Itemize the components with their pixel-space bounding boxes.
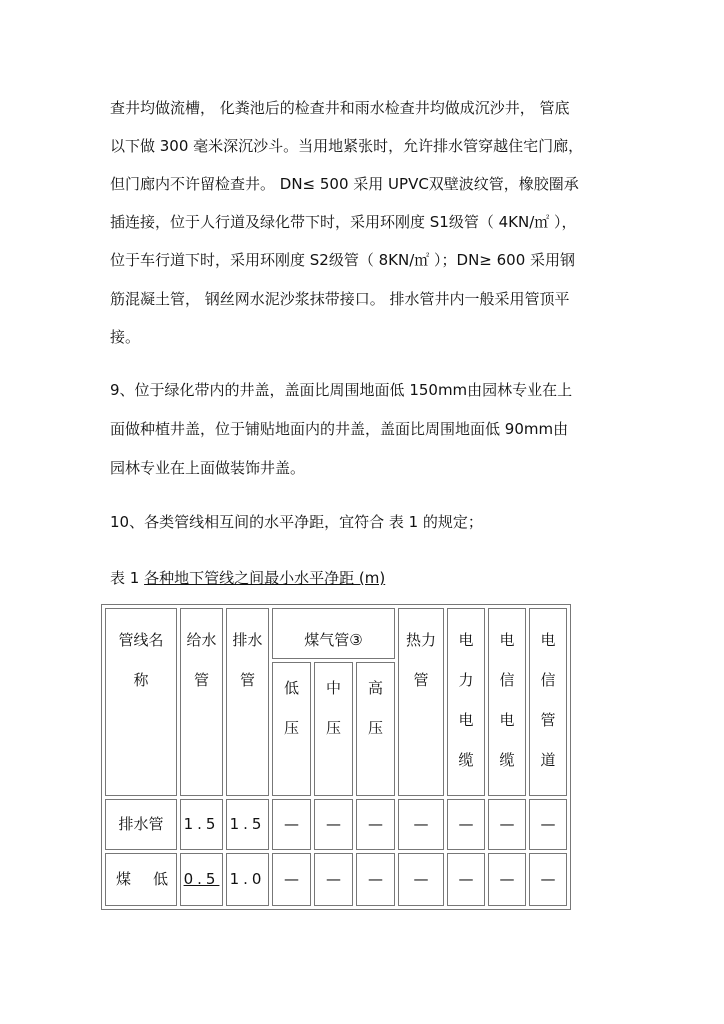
header-text: 热力: [405, 631, 436, 649]
header-pipe-name: [105, 608, 177, 796]
table-row: [105, 799, 567, 850]
header-drain: [226, 608, 269, 796]
cell-telecom-cable: —: [488, 799, 526, 850]
header-text: 管: [239, 671, 255, 689]
item-9-line: 9、位于绿化带内的井盖，盖面比周围地面低 150mm由园林专业在上: [110, 381, 573, 399]
paragraph-line: 位于车行道下时，采用环刚度 S2级管（ 8KN/㎡ ）；DN≥ 600 采用钢: [110, 251, 576, 269]
header-text: 电: [458, 711, 474, 729]
cell-telecom-cable: —: [488, 853, 526, 906]
cell-power: —: [447, 799, 485, 850]
header-text: 管: [540, 711, 556, 729]
header-text: 压: [283, 719, 299, 737]
paragraph-line: 但门廊内不许留检查井。 DN≤ 500 采用 UPVC双壁波纹管，橡胶圈承: [110, 175, 579, 193]
cell-gas-mid: —: [314, 853, 353, 906]
cell-gas-mid: —: [314, 799, 353, 850]
cell-telecom-duct: —: [529, 799, 567, 850]
header-water-supply: [180, 608, 223, 796]
header-text: 缆: [499, 751, 515, 769]
header-text: 称: [133, 671, 149, 689]
header-text: 压: [367, 719, 383, 737]
header-text: 电: [499, 631, 515, 649]
header-text: 管: [413, 671, 429, 689]
header-gas-mid: [314, 662, 353, 796]
header-text: 信: [499, 671, 515, 689]
header-heat: [398, 608, 444, 796]
header-telecom-cable: [488, 608, 526, 796]
item-9-line: 园林专业在上面做装饰井盖。: [110, 459, 306, 477]
cell-power: —: [447, 853, 485, 906]
cell-heat: —: [398, 853, 444, 906]
table-caption: [110, 569, 630, 588]
cell-telecom-duct: —: [529, 853, 567, 906]
header-text: 力: [458, 671, 474, 689]
row-name-part: 煤: [116, 870, 132, 888]
header-power-cable: [447, 608, 485, 796]
header-text: 压: [325, 719, 341, 737]
header-text: 排水: [232, 631, 263, 649]
cell-gas-low: —: [272, 799, 311, 850]
paragraph-line: 查井均做流槽， 化粪池后的检查井和雨水检查井均做成沉沙井， 管底: [110, 99, 570, 117]
row-name-part: 低: [152, 870, 168, 888]
paragraph-line: 以下做 300 毫米深沉沙斗。当用地紧张时，允许排水管穿越住宅门廊，: [110, 137, 584, 155]
cell-gas-high: —: [356, 853, 395, 906]
header-text: 道: [540, 751, 556, 769]
header-text: 煤气管③: [304, 631, 363, 649]
header-text: 电: [499, 711, 515, 729]
row-name: 排水管: [105, 799, 177, 850]
pipe-distance-table: [101, 604, 571, 910]
header-text: 管线名: [118, 631, 164, 649]
table-header-row: [105, 608, 567, 659]
caption-title: 各种地下管线之间最小水平净距 (m): [144, 569, 386, 587]
cell-drain: 1.5: [226, 799, 269, 850]
header-text: 电: [540, 631, 556, 649]
cell-water-supply: 0.5: [180, 853, 223, 906]
header-gas-high: [356, 662, 395, 796]
table-row: [105, 853, 567, 906]
cell-drain: 1.0: [226, 853, 269, 906]
header-text: 信: [540, 671, 556, 689]
header-text: 电: [458, 631, 474, 649]
cell-water-supply: 1.5: [180, 799, 223, 850]
header-text: 高: [367, 679, 383, 697]
header-text: 管: [193, 671, 209, 689]
header-telecom-duct: [529, 608, 567, 796]
cell-gas-low: —: [272, 853, 311, 906]
header-text: 中: [325, 679, 341, 697]
paragraph-line: 插连接，位于人行道及绿化带下时，采用环刚度 S1级管（ 4KN/㎡ ），: [110, 213, 577, 231]
cell-heat: —: [398, 799, 444, 850]
header-gas: [272, 608, 395, 659]
item-10-line: 10、各类管线相互间的水平净距，宜符合 表 1 的规定；: [110, 513, 483, 531]
header-gas-low: [272, 662, 311, 796]
row-name: [105, 853, 177, 906]
header-text: 缆: [458, 751, 474, 769]
header-text: 给水: [186, 631, 217, 649]
caption-prefix: 表 1: [110, 569, 145, 587]
item-9-line: 面做种植井盖，位于铺贴地面内的井盖，盖面比周围地面低 90mm由: [110, 420, 569, 438]
header-text: 低: [283, 679, 299, 697]
paragraph-line: 接。: [110, 328, 141, 346]
cell-gas-high: —: [356, 799, 395, 850]
paragraph-line: 筋混凝土管， 钢丝网水泥沙浆抹带接口。 排水管井内一般采用管顶平: [110, 290, 570, 308]
